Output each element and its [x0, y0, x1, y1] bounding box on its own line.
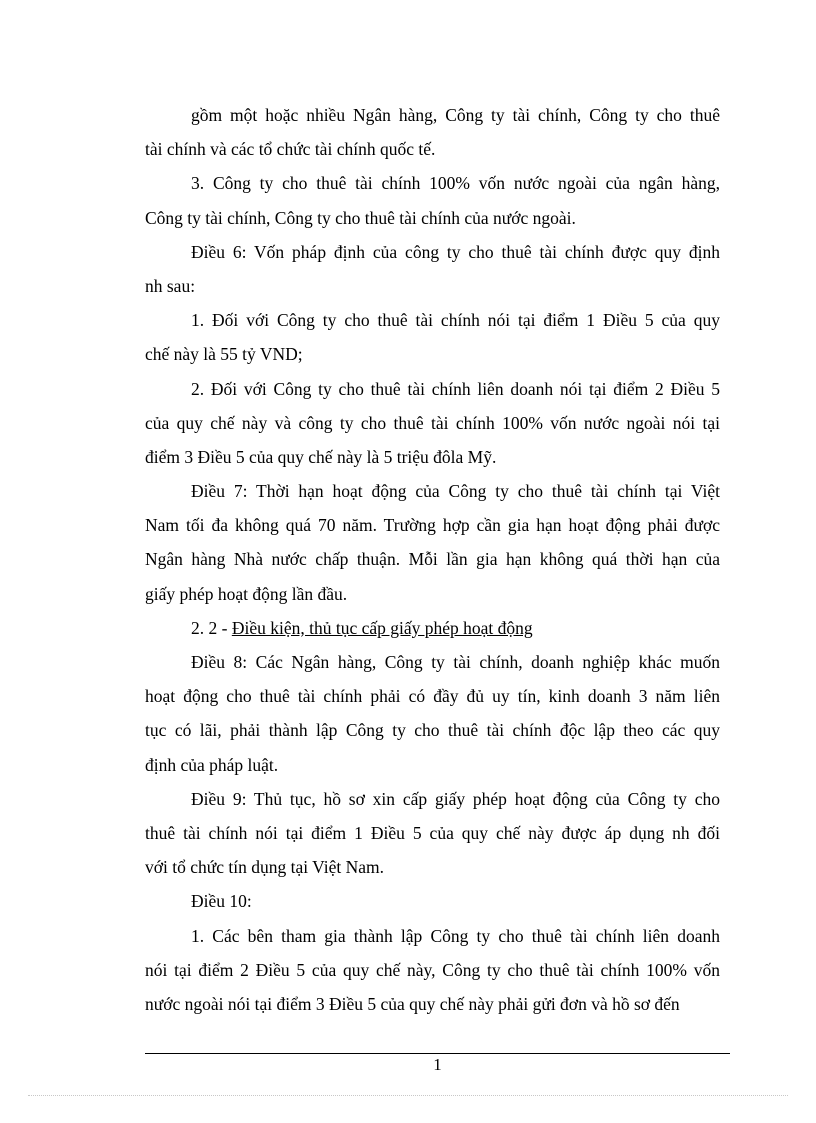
- text-line: nước ngoài nói tại điểm 3 Điều 5 của quy chế này phải gửi đơn và hồ sơ đến: [145, 993, 680, 1014]
- text-line: Điều 10:: [191, 891, 252, 912]
- text-line: chế này là 55 tỷ VND;: [145, 344, 303, 365]
- text-line: nói tại điểm 2 Điều 5 của quy chế này, Công ty cho thuê tài chính 100% vốn: [145, 959, 720, 980]
- text-line: định của pháp luật.: [145, 754, 279, 775]
- text-line: của quy chế này và công ty cho thuê tài chính 100% vốn nước ngoài nói tại: [145, 412, 720, 433]
- text-line: 2. Đối với Công ty cho thuê tài chính liên doanh nói tại điểm 2 Điều 5: [191, 378, 720, 399]
- text-line: nh sau:: [145, 275, 196, 296]
- section-heading: [145, 611, 720, 645]
- text-line: 1. Các bên tham gia thành lập Công ty cho thuê tài chính liên doanh: [191, 925, 720, 946]
- page-number: 1: [433, 1055, 442, 1074]
- text-line: tục có lãi, phải thành lập Công ty cho thuê tài chính độc lập theo các quy: [145, 720, 720, 741]
- text-line: Công ty tài chính, Công ty cho thuê tài chính của nước ngoài.: [145, 207, 576, 228]
- text-line: Ngân hàng Nhà nước chấp thuận. Mỗi lần gia hạn không quá thời hạn của: [145, 549, 720, 570]
- text-line: gồm một hoặc nhiều Ngân hàng, Công ty tài chính, Công ty cho thuê: [191, 105, 720, 125]
- text-line: 3. Công ty cho thuê tài chính 100% vốn nước ngoài của ngân hàng,: [191, 173, 720, 194]
- page-edge-dotted-line: [28, 1095, 788, 1096]
- section-heading-number: 2. 2 -: [191, 617, 232, 638]
- text-line: Điều 6: Vốn pháp định của công ty cho thuê tài chính được quy định: [191, 241, 720, 262]
- text-line: Nam tối đa không quá 70 năm. Trường hợp cần gia hạn hoạt động phải được: [145, 515, 720, 536]
- text-line: tài chính và các tổ chức tài chính quốc tế.: [145, 139, 436, 160]
- text-line: giấy phép hoạt động lần đầu.: [145, 583, 348, 604]
- text-line: Điều 7: Thời hạn hoạt động của Công ty cho thuê tài chính tại Việt: [191, 481, 720, 502]
- text-line: Điều 8: Các Ngân hàng, Công ty tài chính, doanh nghiệp khác muốn: [191, 652, 720, 672]
- text-line: với tổ chức tín dụng tại Việt Nam.: [145, 857, 384, 878]
- text-line: hoạt động cho thuê tài chính phải có đầy đủ uy tín, kinh doanh 3 năm liên: [145, 686, 720, 707]
- text-line: điểm 3 Điều 5 của quy chế này là 5 triệu đôla Mỹ.: [145, 446, 497, 467]
- text-line: thuê tài chính nói tại điểm 1 Điều 5 của quy chế này được áp dụng nh đối: [145, 822, 720, 843]
- document-body: [145, 98, 720, 1021]
- text-line: 1. Đối với Công ty cho thuê tài chính nói tại điểm 1 Điều 5 của quy: [191, 310, 720, 331]
- text-line: Điều 9: Thủ tục, hồ sơ xin cấp giấy phép hoạt động của Công ty cho: [191, 788, 720, 809]
- section-heading-title: Điều kiện, thủ tục cấp giấy phép hoạt động: [231, 617, 533, 638]
